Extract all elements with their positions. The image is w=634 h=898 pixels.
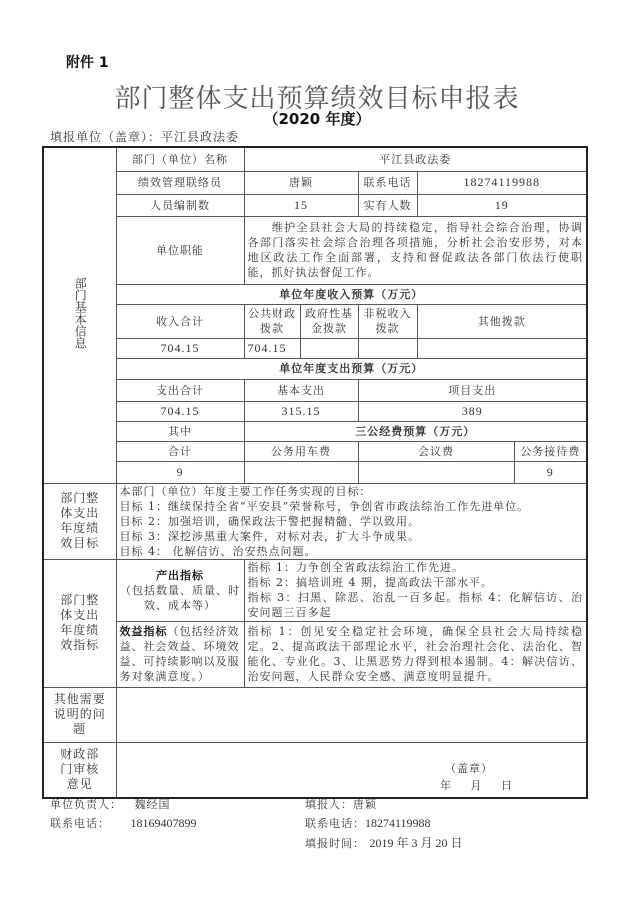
output-indicator-cell — [116, 559, 244, 621]
three-public-val-total: 9 — [116, 461, 244, 483]
three-public-col-vehicle: 公务用车费 — [244, 441, 358, 461]
section-basic-label: 部门基本信息 — [43, 147, 116, 483]
contact-label: 绩效管理联络员 — [116, 171, 244, 194]
footer-filler — [305, 796, 377, 812]
output-indicator-1: 指标 1：力争创全省政法综治工作先进。 — [247, 561, 464, 574]
expense-col-basic: 基本支出 — [244, 379, 358, 401]
finance-date: 年 月 日 — [440, 778, 514, 792]
income-val-public: 704.15 — [244, 338, 300, 358]
section-indicators-label — [43, 559, 116, 687]
other-issues-value[interactable] — [116, 687, 587, 742]
section-finance-label — [43, 742, 116, 798]
output-indicator-2: 指标 2：搞培训班 4 期，提高政法干部水平。 — [247, 576, 493, 589]
phone-value: 18274119988 — [417, 171, 587, 194]
staff-quota-label: 人员编制数 — [116, 194, 244, 216]
finance-review-cell[interactable] — [116, 742, 587, 798]
expense-val-total: 704.15 — [116, 401, 244, 421]
footer-filler-value: 唐颖 — [353, 798, 377, 811]
filler-unit: 填报单位（盖章）：平江县政法委 — [50, 130, 240, 144]
of-which-label: 其中 — [116, 421, 244, 441]
goals-intro: 本部门（单位）年度主要工作任务实现的目标： — [119, 484, 372, 498]
section-goals-label — [43, 483, 116, 559]
goal-2: 目标 2：加强培训，确保政法干警把握精髓、学以致用。 — [119, 514, 420, 528]
three-public-col-reception: 公务接待费 — [514, 441, 587, 461]
output-indicator-note: （包括数量、质量、时效、成本等） — [120, 583, 240, 612]
staff-actual-value: 19 — [417, 194, 587, 216]
section-other-label-text: 其他需要说明的问题 — [53, 692, 106, 736]
footer-filler-label: 填报人： — [305, 798, 353, 811]
footer-head-phone — [50, 815, 197, 831]
finance-stamp: （盖章） — [445, 761, 494, 775]
income-val-fund — [300, 338, 358, 358]
income-col-nontax: 非税收入拨款 — [358, 304, 417, 338]
budget-performance-table — [42, 146, 588, 799]
income-col-fund: 政府性基金拨款 — [300, 304, 358, 338]
footer-head — [50, 796, 171, 812]
footer-fill-time — [305, 834, 463, 851]
form-year: （2020 年度） — [263, 110, 371, 128]
income-val-nontax — [358, 338, 417, 358]
attachment-label: 附件 1 — [66, 55, 109, 71]
staff-actual-label: 实有人数 — [358, 194, 417, 216]
contact-value: 唐颖 — [244, 171, 358, 194]
output-indicator-3: 指标 3：扫黑、除恶、治乱一百多起。指标 4：化解信访、治安问题三百多起 — [247, 591, 584, 619]
expense-col-total: 支出合计 — [116, 379, 244, 401]
expense-val-basic: 315.15 — [244, 401, 358, 421]
goals-content — [116, 483, 587, 559]
form-title: 部门整体支出预算绩效目标申报表 — [114, 84, 520, 114]
expense-col-project: 项目支出 — [358, 379, 587, 401]
function-label: 单位职能 — [116, 216, 244, 284]
section-goals-label-text: 部门整体支出年度绩效目标 — [60, 491, 100, 550]
income-header: 单位年度收入预算（万元） — [116, 284, 587, 304]
dept-name-value: 平江县政法委 — [244, 147, 587, 171]
footer-head-phone-label: 联系电话： — [50, 817, 110, 830]
three-public-val-reception: 9 — [514, 461, 587, 483]
income-col-total: 收入合计 — [116, 304, 244, 338]
phone-label: 联系电话 — [358, 171, 417, 194]
staff-quota-value: 15 — [244, 194, 358, 216]
three-public-header: 三公经费预算（万元） — [244, 421, 587, 441]
function-value: 维护全县社会大局的持续稳定，指导社会综合治理，协调各部门落实社会综合治理各项措施，分析社会治安形势，对本地区政法工作全面部署，支持和督促政法各部门依法行使职能，抓好执法督促工作。 — [244, 216, 587, 284]
benefit-indicator-cell — [116, 621, 244, 687]
expense-val-project: 389 — [358, 401, 587, 421]
footer-head-value: 魏经国 — [134, 798, 171, 811]
three-public-val-meeting — [358, 461, 514, 483]
three-public-col-meeting: 会议费 — [358, 441, 514, 461]
footer-fill-time-label: 填报时间： — [305, 837, 365, 850]
footer-head-label: 单位负责人： — [50, 798, 122, 811]
output-indicator-title: 产出指标 — [156, 568, 204, 582]
section-finance-label-text: 财政部门审核意见 — [60, 747, 100, 791]
footer-filler-phone-value: 18274119988 — [365, 816, 431, 830]
goal-1: 目标 1：继续保持全省“平安县”荣誉称号，争创省市政法综治工作先进单位。 — [119, 499, 530, 513]
expense-header: 单位年度支出预算（万元） — [116, 358, 587, 379]
footer-head-phone-value: 18169407899 — [130, 816, 197, 830]
benefit-indicator-note: （包括经济效益、社会效益、环境效益、可持续影响以及服务对象满意度。） — [119, 625, 240, 683]
goal-3: 目标 3：深挖涉黑重大案件，对标对表，扩大斗争成果。 — [119, 529, 420, 543]
income-col-other: 其他拨款 — [417, 304, 587, 338]
footer-filler-phone-label: 联系电话： — [305, 817, 365, 830]
footer-fill-time-value: 2019 年 3 月 20 日 — [369, 836, 463, 850]
benefit-indicator-content: 指标 1：创见安全稳定社会环境，确保全县社会大局持续稳定。2、提高政法干部理论水平，社会治理社会化、法治化、智能化、专业化。3、让黑恶势力得到根本遏制。4：解决信访、治安问题，人民群众安全感、满意度明显提升。 — [244, 621, 587, 687]
section-other-label — [43, 687, 116, 742]
income-col-public: 公共财政拨款 — [244, 304, 300, 338]
footer-filler-phone — [305, 815, 431, 831]
income-val-total: 704.15 — [116, 338, 244, 358]
dept-name-label: 部门（单位）名称 — [116, 147, 244, 171]
output-indicator-content — [244, 559, 587, 621]
income-val-other — [417, 338, 587, 358]
goal-4: 目标 4： 化解信访、治安热点问题。 — [119, 544, 317, 558]
three-public-val-vehicle — [244, 461, 358, 483]
benefit-indicator-title: 效益指标 — [119, 625, 168, 638]
section-indicators-label-text: 部门整体支出年度绩效指标 — [60, 593, 100, 652]
three-public-col-total: 合计 — [116, 441, 244, 461]
